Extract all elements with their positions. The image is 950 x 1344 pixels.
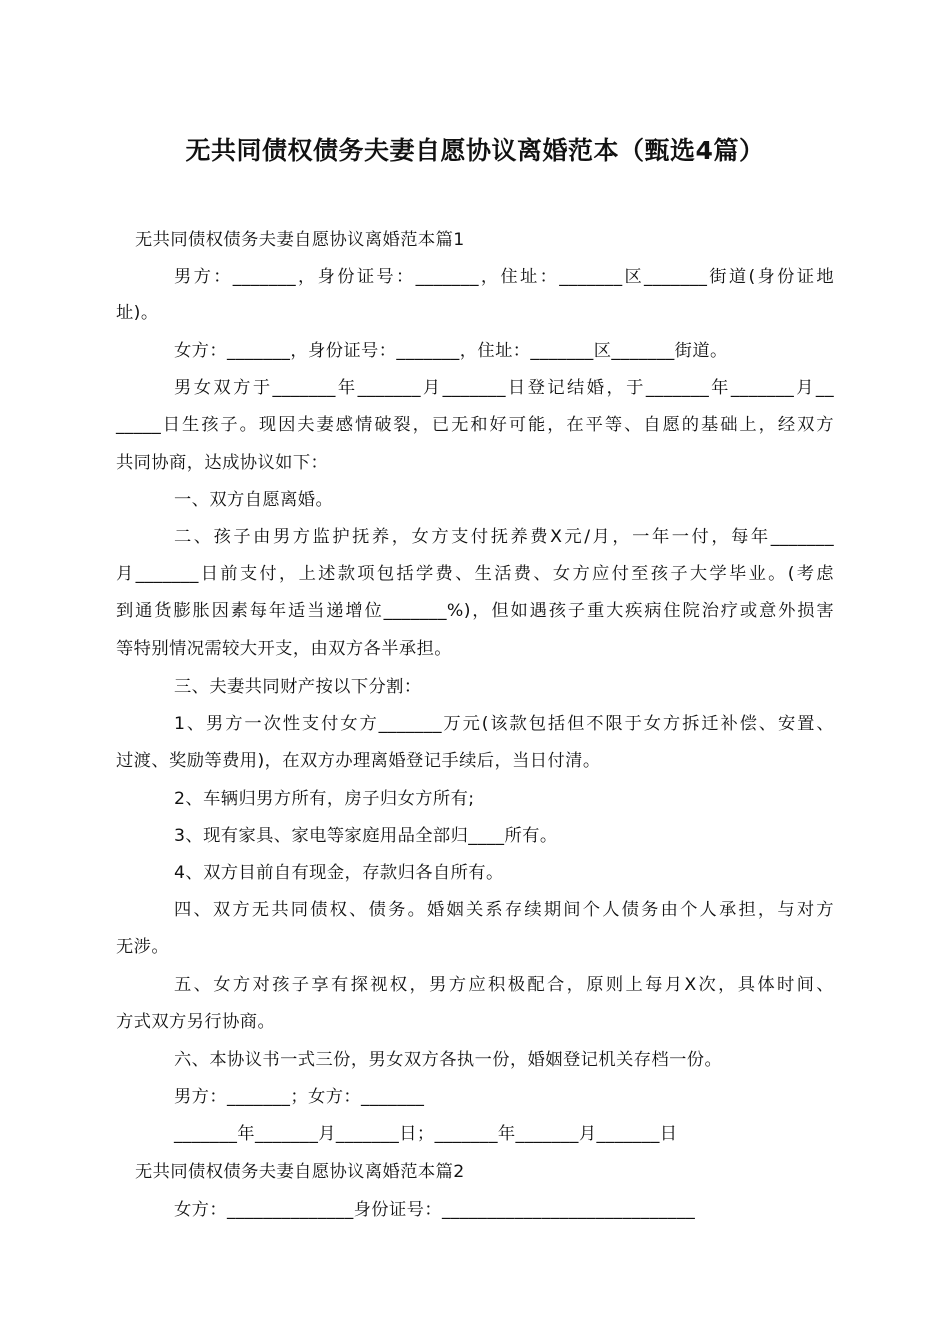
- paragraph-line: 四、双方无共同债权、债务。婚姻关系存续期间个人债务由个人承担，与对方: [174, 900, 834, 920]
- paragraph-line: 五、女方对孩子享有探视权，男方应积极配合，原则上每月X次，具体时间、: [174, 975, 834, 995]
- signature-line: 男方：_______；女方：_______: [174, 1087, 425, 1107]
- paragraph-line: 1、男方一次性支付女方_______万元(该款包括但不限于女方拆迁补偿、安置、: [174, 714, 834, 734]
- section-heading: 无共同债权债务夫妻自愿协议离婚范本篇2: [135, 1162, 465, 1182]
- paragraph-line: 到通货膨胀因素每年适当递增位_______%)，但如遇孩子重大疾病住院治疗或意外损害: [116, 601, 834, 621]
- paragraph-line: 男女双方于_______年_______月_______日登记结婚，于_______年_______月__: [174, 378, 834, 398]
- document-title: 无共同债权债务夫妻自愿协议离婚范本（甄选4篇）: [185, 136, 765, 165]
- paragraph-line: 2、车辆归男方所有，房子归女方所有;: [174, 789, 475, 809]
- paragraph-line: 女方：______________身份证号：____________________________: [174, 1200, 696, 1220]
- paragraph-line: 4、双方目前自有现金，存款归各自所有。: [174, 863, 504, 883]
- paragraph-line: 三、夫妻共同财产按以下分割：: [174, 677, 422, 697]
- paragraph-line: 六、本协议书一式三份，男女双方各执一份，婚姻登记机关存档一份。: [174, 1050, 723, 1070]
- paragraph-line: 男方：_______，身份证号：_______，住址：_______区_______街道(身份证地: [174, 267, 834, 287]
- paragraph-line: 方式双方另行协商。: [116, 1012, 276, 1032]
- paragraph-line: _____日生孩子。现因夫妻感情破裂，已无和好可能，在平等、自愿的基础上，经双方: [116, 415, 834, 435]
- paragraph-line: 女方：_______，身份证号：_______，住址：_______区_______街道。: [174, 341, 728, 361]
- paragraph-line: 共同协商，达成协议如下：: [116, 453, 329, 473]
- paragraph-line: 3、现有家具、家电等家庭用品全部归____所有。: [174, 826, 558, 846]
- paragraph-line: 二、孩子由男方监护抚养，女方支付抚养费X元/月，一年一付，每年_______: [174, 527, 834, 547]
- paragraph-line: 一、双方自愿离婚。: [174, 490, 334, 510]
- section-heading: 无共同债权债务夫妻自愿协议离婚范本篇1: [135, 230, 465, 250]
- paragraph-line: 址)。: [116, 303, 159, 323]
- paragraph-line: 过渡、奖励等费用)，在双方办理离婚登记手续后，当日付清。: [116, 751, 601, 771]
- paragraph-line: 月_______日前支付，上述款项包括学费、生活费、女方应付至孩子大学毕业。(考虑: [116, 564, 834, 584]
- date-line: _______年_______月_______日；_______年_______月_______日: [174, 1124, 678, 1144]
- paragraph-line: 无涉。: [116, 937, 170, 957]
- paragraph-line: 等特别情况需较大开支，由双方各半承担。: [116, 639, 452, 659]
